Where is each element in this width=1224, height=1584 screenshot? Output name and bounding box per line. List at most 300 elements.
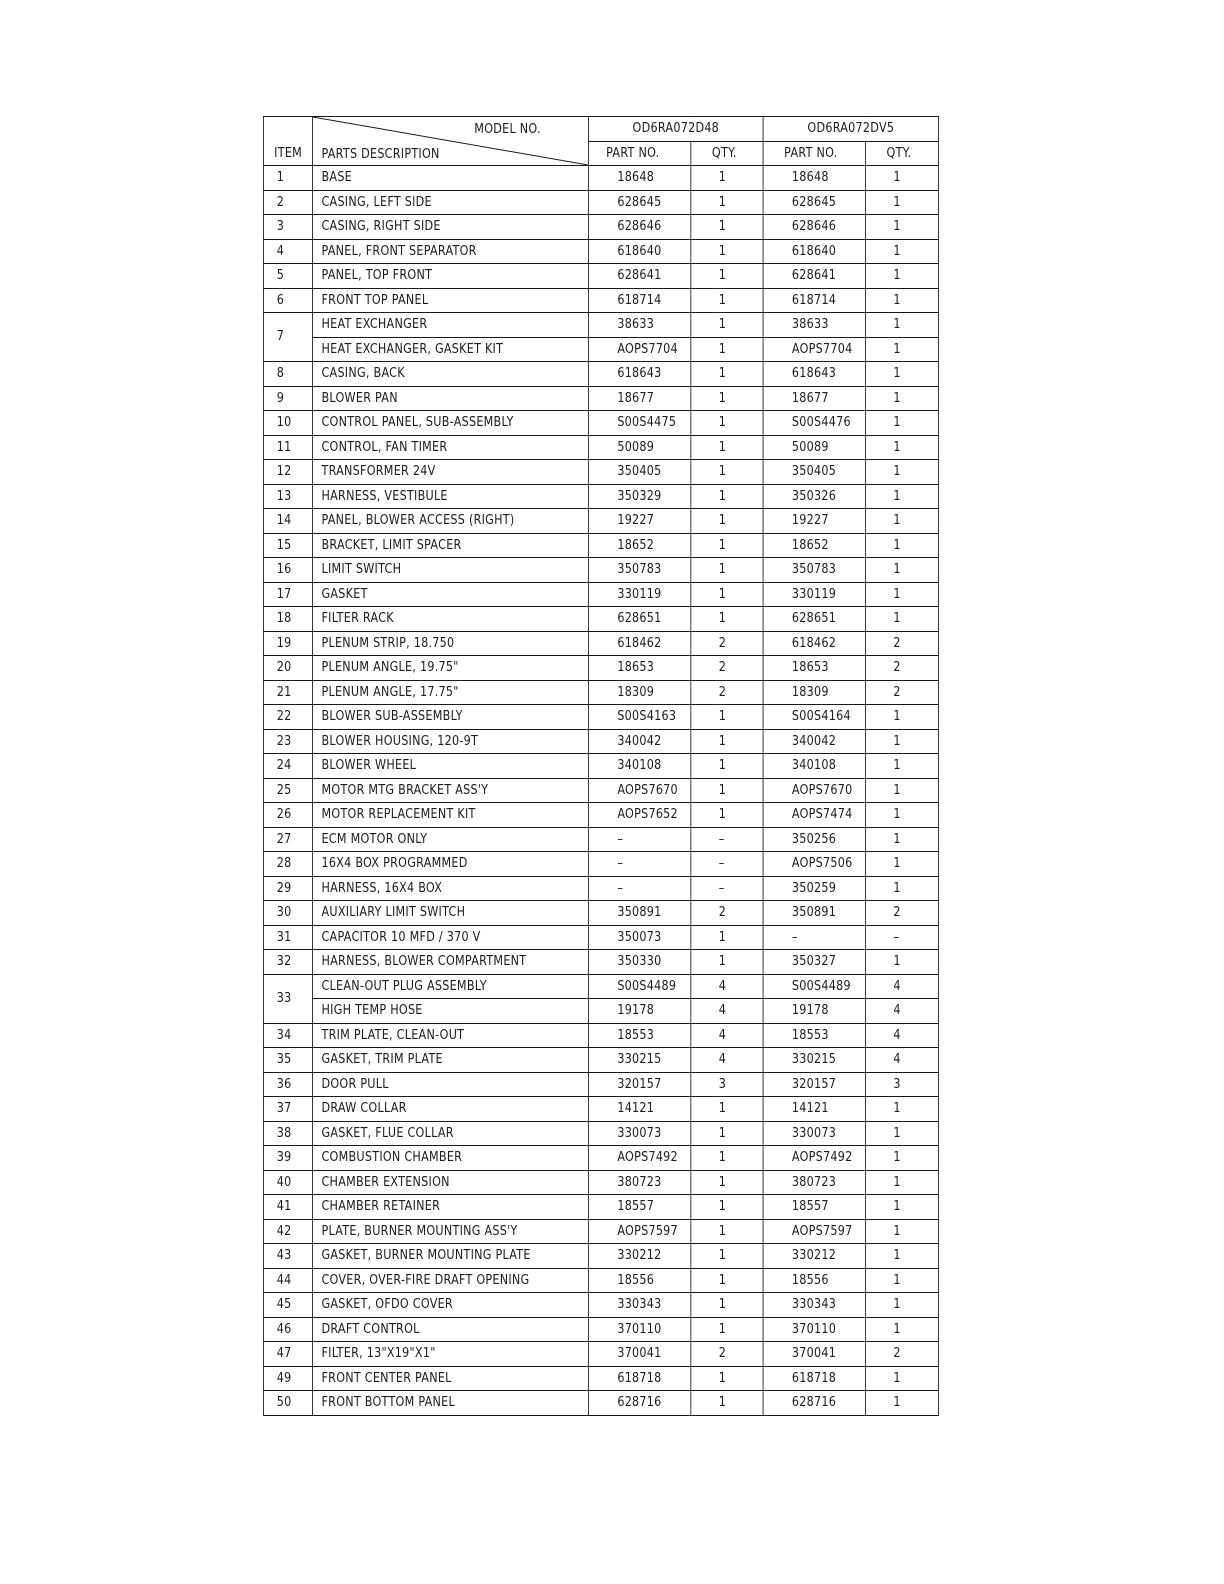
- qty-b: 1: [865, 411, 938, 436]
- item-number: 26: [263, 803, 312, 828]
- qty-a: 1: [691, 1244, 763, 1269]
- part-no-b: 50089: [763, 435, 865, 460]
- qty-a: 1: [691, 362, 763, 387]
- qty-a: 1: [691, 1268, 763, 1293]
- part-description: BASE: [312, 166, 588, 191]
- qty-b: 1: [865, 460, 938, 485]
- table-row: [263, 484, 938, 509]
- qty-a: 1: [691, 582, 763, 607]
- qty-b: 2: [865, 1342, 938, 1367]
- part-no-b: 350783: [763, 558, 865, 583]
- part-description: MOTOR REPLACEMENT KIT: [312, 803, 588, 828]
- item-number: 40: [263, 1170, 312, 1195]
- table-row: [263, 1170, 938, 1195]
- part-no-a: 14121: [589, 1097, 691, 1122]
- table-row: [263, 631, 938, 656]
- part-no-b: 18653: [763, 656, 865, 681]
- part-description: FRONT BOTTOM PANEL: [312, 1391, 588, 1416]
- table-row: [263, 1268, 938, 1293]
- qty-a: 1: [691, 1391, 763, 1416]
- table-row: [263, 925, 938, 950]
- part-no-b: –: [763, 925, 865, 950]
- part-description: PLENUM ANGLE, 19.75": [312, 656, 588, 681]
- part-no-b: 340042: [763, 729, 865, 754]
- part-no-b: 628641: [763, 264, 865, 289]
- part-description: COVER, OVER-FIRE DRAFT OPENING: [312, 1268, 588, 1293]
- parts-list-table: [263, 116, 939, 1416]
- part-no-a: AOPS7670: [589, 778, 691, 803]
- item-number: 11: [263, 435, 312, 460]
- part-no-a: 18653: [589, 656, 691, 681]
- table-row: [263, 435, 938, 460]
- part-no-a: 19227: [589, 509, 691, 534]
- part-no-b: 330343: [763, 1293, 865, 1318]
- part-no-b: 14121: [763, 1097, 865, 1122]
- part-no-b: 18553: [763, 1023, 865, 1048]
- qty-b: 1: [865, 852, 938, 877]
- header-item-label: ITEM: [274, 145, 303, 161]
- part-no-b: 330215: [763, 1048, 865, 1073]
- qty-a: 1: [691, 558, 763, 583]
- part-description: BLOWER WHEEL: [312, 754, 588, 779]
- part-no-a: 370110: [589, 1317, 691, 1342]
- table-row: [263, 239, 938, 264]
- part-no-a: 340108: [589, 754, 691, 779]
- part-no-a: 330119: [589, 582, 691, 607]
- part-no-b: 340108: [763, 754, 865, 779]
- part-no-b: S00S4164: [763, 705, 865, 730]
- part-no-b: 350326: [763, 484, 865, 509]
- qty-b: 1: [865, 876, 938, 901]
- part-description: DRAFT CONTROL: [312, 1317, 588, 1342]
- part-no-b: AOPS7670: [763, 778, 865, 803]
- part-description: FILTER, 13"X19"X1": [312, 1342, 588, 1367]
- part-no-b: 350256: [763, 827, 865, 852]
- part-no-a: –: [589, 876, 691, 901]
- item-number: 39: [263, 1146, 312, 1171]
- table-row: [263, 509, 938, 534]
- qty-a: 1: [691, 1317, 763, 1342]
- part-no-b: 330119: [763, 582, 865, 607]
- part-no-a-header: PART NO.: [589, 141, 691, 166]
- qty-b: 1: [865, 1146, 938, 1171]
- table-row: [263, 827, 938, 852]
- qty-b: 3: [865, 1072, 938, 1097]
- part-description: GASKET, TRIM PLATE: [312, 1048, 588, 1073]
- item-number: 1: [263, 166, 312, 191]
- part-no-b: 38633: [763, 313, 865, 338]
- qty-a: 2: [691, 901, 763, 926]
- qty-a: 1: [691, 1097, 763, 1122]
- qty-b: 1: [865, 190, 938, 215]
- qty-b: 1: [865, 288, 938, 313]
- qty-a: 1: [691, 166, 763, 191]
- part-description: CAPACITOR 10 MFD / 370 V: [312, 925, 588, 950]
- qty-b: –: [865, 925, 938, 950]
- part-no-a: 330073: [589, 1121, 691, 1146]
- part-no-b: 618718: [763, 1366, 865, 1391]
- part-no-b: AOPS7492: [763, 1146, 865, 1171]
- table-row: [263, 950, 938, 975]
- qty-b: 1: [865, 1244, 938, 1269]
- part-no-a: 628651: [589, 607, 691, 632]
- qty-a: 1: [691, 386, 763, 411]
- part-no-a: 628641: [589, 264, 691, 289]
- part-no-a: 18652: [589, 533, 691, 558]
- part-no-a: 628716: [589, 1391, 691, 1416]
- part-no-a: 618643: [589, 362, 691, 387]
- table-row: [263, 680, 938, 705]
- part-no-b: AOPS7506: [763, 852, 865, 877]
- item-number: 6: [263, 288, 312, 313]
- part-no-b: 18652: [763, 533, 865, 558]
- item-number: 49: [263, 1366, 312, 1391]
- table-row: [263, 1072, 938, 1097]
- qty-a: –: [691, 852, 763, 877]
- item-number: 33: [263, 974, 312, 1023]
- part-description: BLOWER PAN: [312, 386, 588, 411]
- part-description: GASKET, FLUE COLLAR: [312, 1121, 588, 1146]
- part-no-a: 350330: [589, 950, 691, 975]
- part-description: AUXILIARY LIMIT SWITCH: [312, 901, 588, 926]
- part-description: PANEL, TOP FRONT: [312, 264, 588, 289]
- qty-a: 1: [691, 729, 763, 754]
- header-row-models: [263, 117, 938, 142]
- qty-a: 1: [691, 778, 763, 803]
- qty-a: 1: [691, 460, 763, 485]
- table-row: [263, 974, 938, 999]
- qty-a: 4: [691, 1023, 763, 1048]
- part-description: DRAW COLLAR: [312, 1097, 588, 1122]
- item-number: 20: [263, 656, 312, 681]
- item-number: 46: [263, 1317, 312, 1342]
- part-no-b: 370110: [763, 1317, 865, 1342]
- part-no-b: S00S4476: [763, 411, 865, 436]
- table-row: [263, 533, 938, 558]
- qty-b: 1: [865, 1097, 938, 1122]
- qty-a: 1: [691, 950, 763, 975]
- qty-a: 1: [691, 1366, 763, 1391]
- qty-a: 1: [691, 313, 763, 338]
- qty-b: 1: [865, 558, 938, 583]
- part-no-a: 38633: [589, 313, 691, 338]
- part-no-b: 370041: [763, 1342, 865, 1367]
- table-row: [263, 1121, 938, 1146]
- model-a-header: OD6RA072D48: [589, 117, 764, 142]
- item-number: 23: [263, 729, 312, 754]
- table-row: [263, 411, 938, 436]
- part-no-b: 380723: [763, 1170, 865, 1195]
- part-no-b: 18557: [763, 1195, 865, 1220]
- table-row: [263, 803, 938, 828]
- qty-a: 2: [691, 680, 763, 705]
- qty-a: 1: [691, 288, 763, 313]
- part-no-b: 628645: [763, 190, 865, 215]
- qty-a: 1: [691, 607, 763, 632]
- item-number: 30: [263, 901, 312, 926]
- item-number: 8: [263, 362, 312, 387]
- part-no-a: 350405: [589, 460, 691, 485]
- item-number: 28: [263, 852, 312, 877]
- part-no-b: 618462: [763, 631, 865, 656]
- header-item: [263, 117, 312, 166]
- part-no-b: AOPS7597: [763, 1219, 865, 1244]
- qty-b: 2: [865, 680, 938, 705]
- item-number: 19: [263, 631, 312, 656]
- table-row: [263, 1195, 938, 1220]
- item-number: 16: [263, 558, 312, 583]
- qty-b: 1: [865, 239, 938, 264]
- item-number: 22: [263, 705, 312, 730]
- qty-a: 1: [691, 411, 763, 436]
- part-no-a: 50089: [589, 435, 691, 460]
- qty-b: 1: [865, 582, 938, 607]
- part-no-a: 18557: [589, 1195, 691, 1220]
- qty-a: 1: [691, 705, 763, 730]
- table-row: [263, 1023, 938, 1048]
- part-description: GASKET, OFDO COVER: [312, 1293, 588, 1318]
- part-description: TRIM PLATE, CLEAN-OUT: [312, 1023, 588, 1048]
- part-description: PANEL, FRONT SEPARATOR: [312, 239, 588, 264]
- qty-a: 1: [691, 803, 763, 828]
- item-number: 35: [263, 1048, 312, 1073]
- qty-b: 2: [865, 656, 938, 681]
- qty-b: 1: [865, 435, 938, 460]
- part-description: HIGH TEMP HOSE: [312, 999, 588, 1024]
- qty-a: 1: [691, 925, 763, 950]
- qty-b: 1: [865, 705, 938, 730]
- part-no-a: AOPS7492: [589, 1146, 691, 1171]
- qty-b: 1: [865, 803, 938, 828]
- part-no-a: S00S4163: [589, 705, 691, 730]
- part-description: 16X4 BOX PROGRAMMED: [312, 852, 588, 877]
- part-description: DOOR PULL: [312, 1072, 588, 1097]
- item-number: 2: [263, 190, 312, 215]
- qty-b: 2: [865, 631, 938, 656]
- table-row: [263, 215, 938, 240]
- qty-b: 4: [865, 1023, 938, 1048]
- part-no-b: 350327: [763, 950, 865, 975]
- item-number: 14: [263, 509, 312, 534]
- part-description: HARNESS, 16X4 BOX: [312, 876, 588, 901]
- table-row: [263, 558, 938, 583]
- part-description: PLENUM STRIP, 18.750: [312, 631, 588, 656]
- item-number: 18: [263, 607, 312, 632]
- part-description: HEAT EXCHANGER, GASKET KIT: [312, 337, 588, 362]
- part-no-a: 370041: [589, 1342, 691, 1367]
- part-description: CHAMBER RETAINER: [312, 1195, 588, 1220]
- qty-a: 1: [691, 215, 763, 240]
- item-number: 24: [263, 754, 312, 779]
- item-number: 7: [263, 313, 312, 362]
- part-no-a: AOPS7597: [589, 1219, 691, 1244]
- table-row: [263, 1146, 938, 1171]
- item-number: 37: [263, 1097, 312, 1122]
- qty-b: 1: [865, 484, 938, 509]
- part-description: COMBUSTION CHAMBER: [312, 1146, 588, 1171]
- item-number: 4: [263, 239, 312, 264]
- table-row: [263, 166, 938, 191]
- part-description: PLENUM ANGLE, 17.75": [312, 680, 588, 705]
- parts-description-label: PARTS DESCRIPTION: [321, 147, 440, 162]
- item-number: 32: [263, 950, 312, 975]
- part-no-a: 18677: [589, 386, 691, 411]
- table-row: [263, 288, 938, 313]
- part-no-a: 330343: [589, 1293, 691, 1318]
- qty-a: 2: [691, 656, 763, 681]
- table-row: [263, 607, 938, 632]
- table-row: [263, 876, 938, 901]
- qty-b: 1: [865, 607, 938, 632]
- header-model-description: [312, 117, 588, 166]
- table-row: [263, 1097, 938, 1122]
- qty-a: 1: [691, 1170, 763, 1195]
- part-description: CASING, BACK: [312, 362, 588, 387]
- item-number: 36: [263, 1072, 312, 1097]
- table-row: [263, 1293, 938, 1318]
- part-description: HEAT EXCHANGER: [312, 313, 588, 338]
- part-description: HARNESS, BLOWER COMPARTMENT: [312, 950, 588, 975]
- qty-b: 1: [865, 1391, 938, 1416]
- part-description: HARNESS, VESTIBULE: [312, 484, 588, 509]
- part-no-b: 19227: [763, 509, 865, 534]
- qty-a: 1: [691, 190, 763, 215]
- part-description: TRANSFORMER 24V: [312, 460, 588, 485]
- table-row: [263, 337, 938, 362]
- model-b-header: OD6RA072DV5: [763, 117, 938, 142]
- part-description: CASING, LEFT SIDE: [312, 190, 588, 215]
- qty-b: 1: [865, 754, 938, 779]
- part-description: FRONT TOP PANEL: [312, 288, 588, 313]
- part-description: GASKET: [312, 582, 588, 607]
- part-no-a: 350329: [589, 484, 691, 509]
- qty-b: 1: [865, 1268, 938, 1293]
- part-no-b: 350891: [763, 901, 865, 926]
- qty-a: 1: [691, 1146, 763, 1171]
- table-row: [263, 1391, 938, 1416]
- part-no-a: 350783: [589, 558, 691, 583]
- part-no-b: 628716: [763, 1391, 865, 1416]
- qty-b: 1: [865, 509, 938, 534]
- part-no-a: 19178: [589, 999, 691, 1024]
- table-row: [263, 729, 938, 754]
- table-row: [263, 656, 938, 681]
- part-no-b: 18677: [763, 386, 865, 411]
- item-number: 10: [263, 411, 312, 436]
- item-number: 21: [263, 680, 312, 705]
- qty-b: 4: [865, 999, 938, 1024]
- part-description: CASING, RIGHT SIDE: [312, 215, 588, 240]
- part-no-b: 618643: [763, 362, 865, 387]
- part-description: CLEAN-OUT PLUG ASSEMBLY: [312, 974, 588, 999]
- part-no-a: 618714: [589, 288, 691, 313]
- table-row: [263, 778, 938, 803]
- qty-b-header: QTY.: [865, 141, 938, 166]
- item-number: 47: [263, 1342, 312, 1367]
- qty-b: 1: [865, 1195, 938, 1220]
- part-description: BRACKET, LIMIT SPACER: [312, 533, 588, 558]
- qty-b: 1: [865, 1121, 938, 1146]
- qty-b: 1: [865, 1366, 938, 1391]
- qty-a: –: [691, 827, 763, 852]
- item-number: 43: [263, 1244, 312, 1269]
- qty-b: 1: [865, 215, 938, 240]
- table-row: [263, 386, 938, 411]
- part-no-a: 320157: [589, 1072, 691, 1097]
- part-no-a: 340042: [589, 729, 691, 754]
- item-number: 29: [263, 876, 312, 901]
- part-no-a: AOPS7652: [589, 803, 691, 828]
- table-row: [263, 1048, 938, 1073]
- table-row: [263, 705, 938, 730]
- item-number: 41: [263, 1195, 312, 1220]
- part-no-a: 18648: [589, 166, 691, 191]
- part-description: PANEL, BLOWER ACCESS (RIGHT): [312, 509, 588, 534]
- part-description: BLOWER SUB-ASSEMBLY: [312, 705, 588, 730]
- item-number: 38: [263, 1121, 312, 1146]
- part-no-a: 618462: [589, 631, 691, 656]
- part-no-b: 320157: [763, 1072, 865, 1097]
- qty-b: 1: [865, 533, 938, 558]
- part-description: CHAMBER EXTENSION: [312, 1170, 588, 1195]
- qty-a: 1: [691, 533, 763, 558]
- part-no-b: 350259: [763, 876, 865, 901]
- part-description: PLATE, BURNER MOUNTING ASS'Y: [312, 1219, 588, 1244]
- qty-a: 2: [691, 1342, 763, 1367]
- table-row: [263, 1342, 938, 1367]
- part-description: LIMIT SWITCH: [312, 558, 588, 583]
- table-row: [263, 999, 938, 1024]
- qty-b: 1: [865, 386, 938, 411]
- qty-a: 1: [691, 239, 763, 264]
- item-number: 31: [263, 925, 312, 950]
- qty-a: 4: [691, 974, 763, 999]
- qty-b: 1: [865, 729, 938, 754]
- part-description: BLOWER HOUSING, 120-9T: [312, 729, 588, 754]
- part-no-a: S00S4489: [589, 974, 691, 999]
- part-no-a: 628646: [589, 215, 691, 240]
- item-number: 13: [263, 484, 312, 509]
- part-description: CONTROL PANEL, SUB-ASSEMBLY: [312, 411, 588, 436]
- item-number: 34: [263, 1023, 312, 1048]
- part-description: FILTER RACK: [312, 607, 588, 632]
- item-number: 27: [263, 827, 312, 852]
- table-row: [263, 264, 938, 289]
- qty-a: 3: [691, 1072, 763, 1097]
- table-row: [263, 362, 938, 387]
- part-no-a: 380723: [589, 1170, 691, 1195]
- qty-a-header: QTY.: [691, 141, 763, 166]
- part-description: ECM MOTOR ONLY: [312, 827, 588, 852]
- part-no-a: 18556: [589, 1268, 691, 1293]
- qty-a: 1: [691, 1121, 763, 1146]
- part-no-b-header: PART NO.: [763, 141, 865, 166]
- part-no-a: 618640: [589, 239, 691, 264]
- part-no-a: S00S4475: [589, 411, 691, 436]
- part-no-b: 618714: [763, 288, 865, 313]
- item-number: 45: [263, 1293, 312, 1318]
- table-row: [263, 460, 938, 485]
- table-row: [263, 313, 938, 338]
- item-number: 15: [263, 533, 312, 558]
- table-row: [263, 1317, 938, 1342]
- part-no-a: 350891: [589, 901, 691, 926]
- qty-b: 1: [865, 827, 938, 852]
- qty-b: 1: [865, 1293, 938, 1318]
- item-number: 3: [263, 215, 312, 240]
- item-number: 17: [263, 582, 312, 607]
- item-number: 12: [263, 460, 312, 485]
